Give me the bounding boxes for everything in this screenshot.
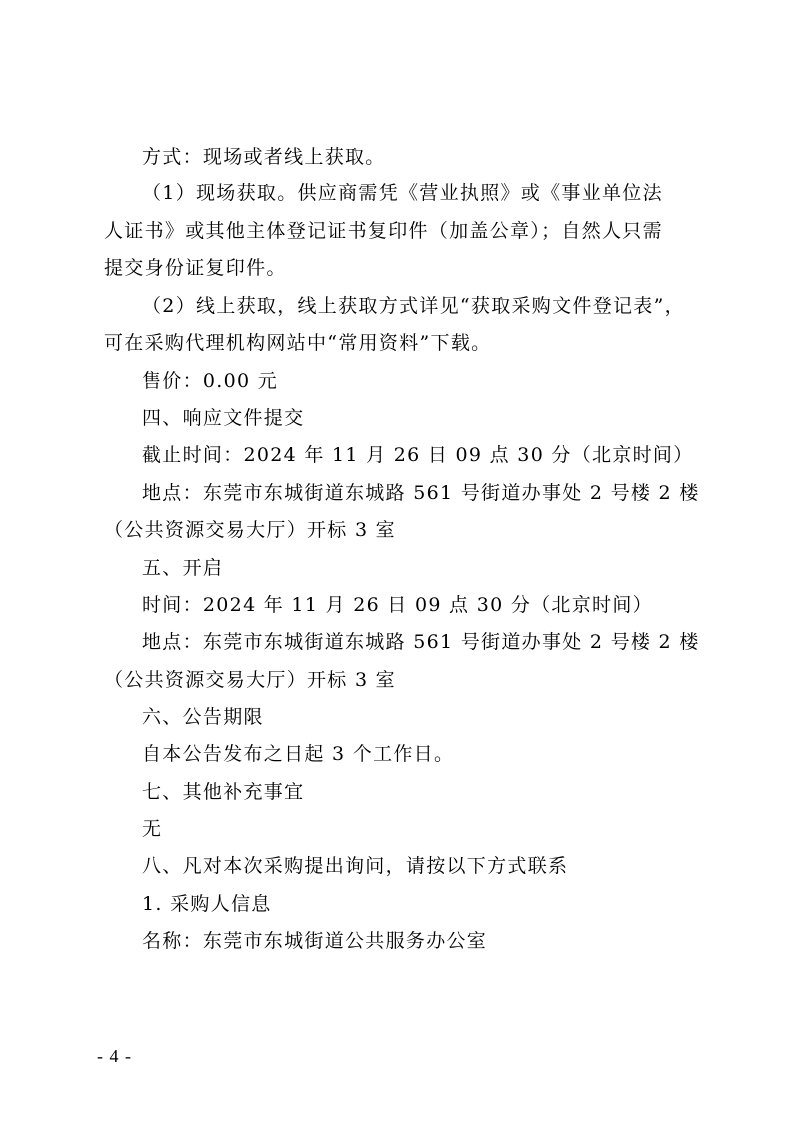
section-heading-submission: 四、响应文件提交 <box>142 407 305 429</box>
text-line-price: 售价：0.00 元 <box>142 370 279 392</box>
text-line-opening-time: 时间：2024 年 11 月 26 日 09 点 30 分（北京时间） <box>142 594 653 616</box>
text-line-opening-location: 地点：东莞市东城街道东城路 561 号街道办事处 2 号楼 2 楼 <box>142 631 700 653</box>
text-line-purchaser-info: 1. 采购人信息 <box>142 893 272 915</box>
text-line-location: 地点：东莞市东城街道东城路 561 号街道办事处 2 号楼 2 楼 <box>142 482 700 504</box>
text-line-download: 可在采购代理机构网站中“常用资料”下载。 <box>104 332 492 354</box>
text-line-location-cont: （公共资源交易大厅）开标 3 室 <box>104 519 396 541</box>
text-line-certificate: 人证书》或其他主体登记证书复印件（加盖公章）；自然人只需 <box>104 220 663 242</box>
section-heading-contact: 八、凡对本次采购提出询问，请按以下方式联系 <box>142 855 569 877</box>
section-heading-other: 七、其他补充事宜 <box>142 781 305 803</box>
section-heading-notice-period: 六、公告期限 <box>142 706 264 728</box>
text-line-deadline: 截止时间：2024 年 11 月 26 日 09 点 30 分（北京时间） <box>142 444 694 466</box>
text-line-onsite: （1）现场获取。供应商需凭《营业执照》或《事业单位法 <box>142 182 663 204</box>
text-line-method: 方式：现场或者线上获取。 <box>142 146 386 168</box>
section-heading-opening: 五、开启 <box>142 557 224 579</box>
page-number: - 4 - <box>97 1046 132 1066</box>
text-line-none: 无 <box>142 818 163 840</box>
text-line-notice-period: 自本公告发布之日起 3 个工作日。 <box>142 743 455 765</box>
text-line-opening-location-cont: （公共资源交易大厅）开标 3 室 <box>104 669 396 691</box>
text-line-online: （2）线上获取，线上获取方式详见“获取采购文件登记表”， <box>142 295 685 317</box>
text-line-id-copy: 提交身份证复印件。 <box>104 257 287 279</box>
text-line-purchaser-name: 名称：东莞市东城街道公共服务办公室 <box>142 930 488 952</box>
